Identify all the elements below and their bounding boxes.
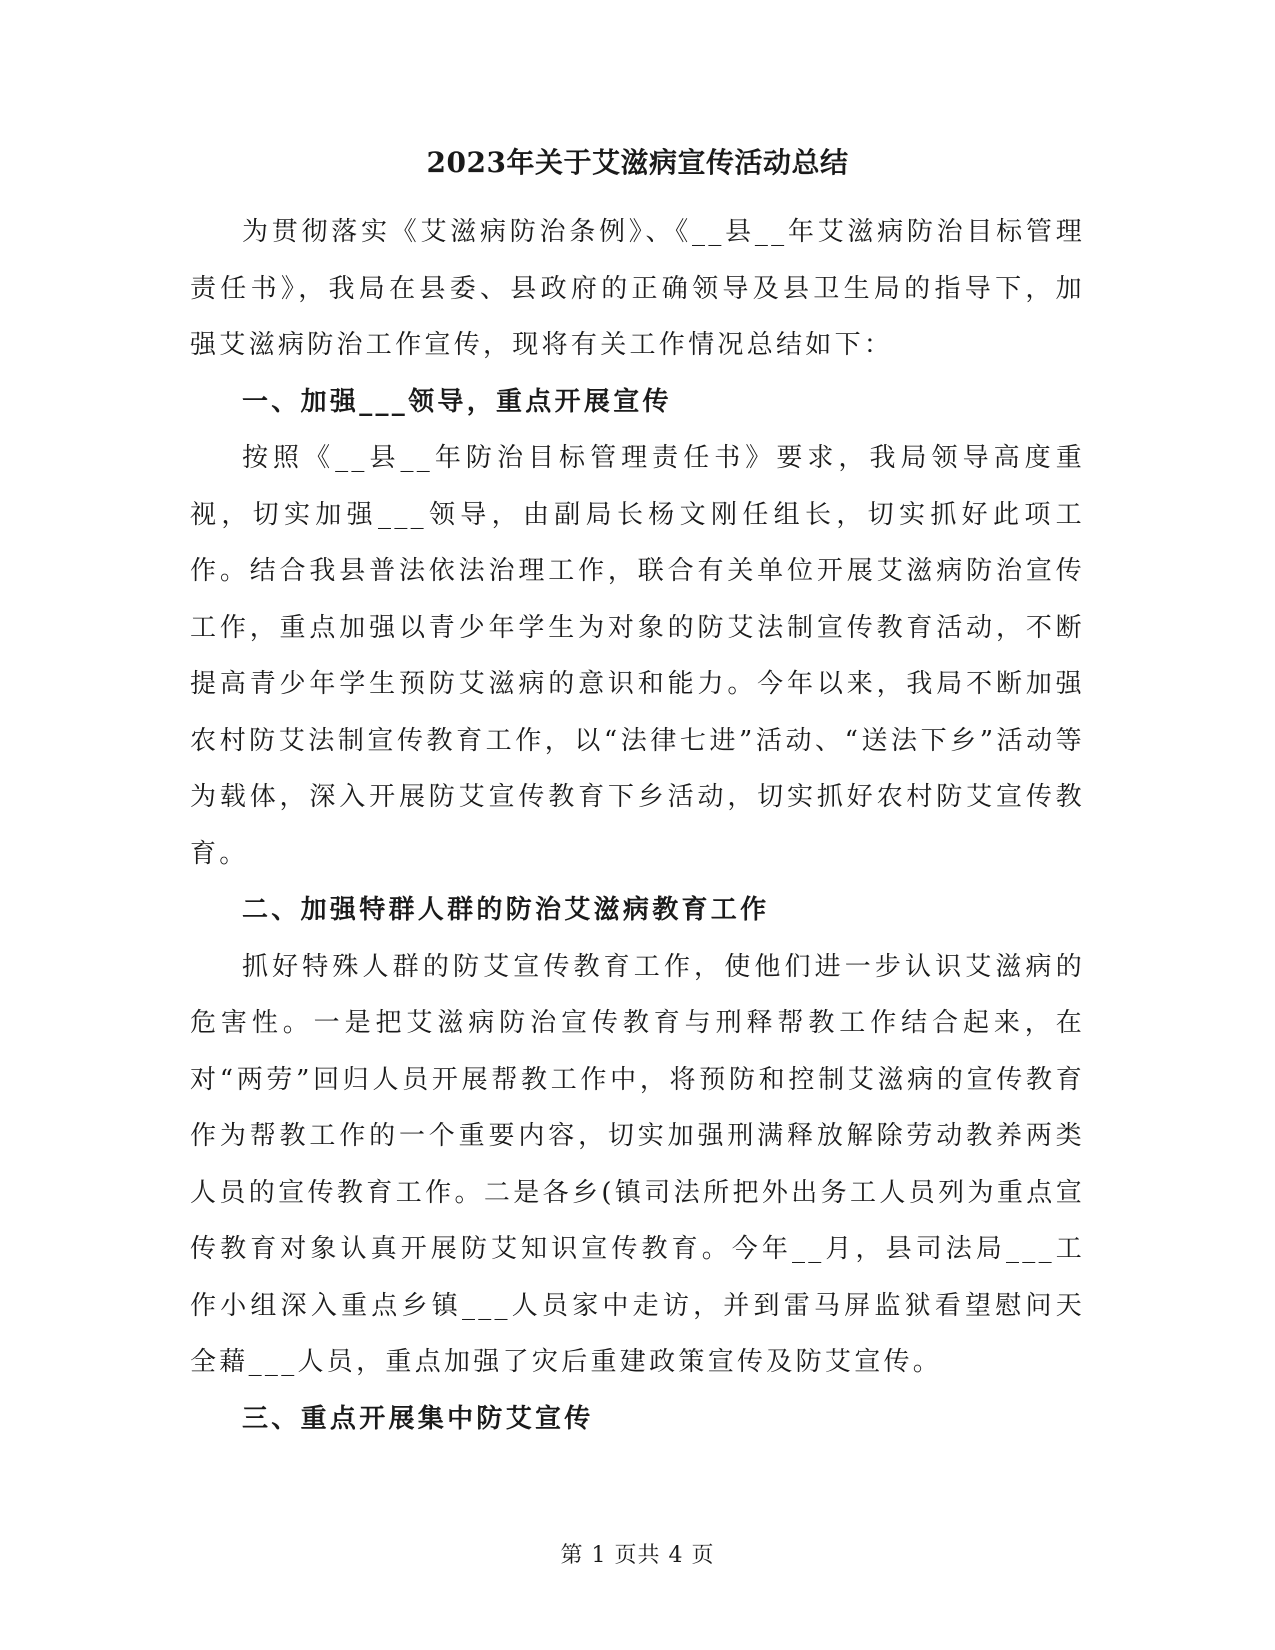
section-2-paragraph: 抓好特殊人群的防艾宣传教育工作，使他们进一步认识艾滋病的危害性。一是把艾滋病防治宣传教育与刑释帮教工作结合起来，在对“两劳”回归人员开展帮教工作中，将预防和控制艾滋病的宣传教育作为帮教工作的一个重要内容，切实加强刑满释放解除劳动教养两类人员的宣传教育工作。二是各乡(镇司法所把外出务工人员列为重点宣传教育对象认真开展防艾知识宣传教育。今年__月，县司法局___工作小组深入重点乡镇___人员家中走访，并到雷马屏监狱看望慰问天全藉___人员，重点加强了灾后重建政策宣传及防艾宣传。 [190, 951, 1085, 1377]
section-1-paragraph: 按照《__县__年防治目标管理责任书》要求，我局领导高度重视，切实加强___领导，由副局长杨文刚任组长，切实抓好此项工作。结合我县普法依法治理工作，联合有关单位开展艾滋病防治宣传工作，重点加强以青少年学生为对象的防艾法制宣传教育活动，不断提高青少年学生预防艾滋病的意识和能力。今年以来，我局不断加强农村防艾法制宣传教育工作，以“法律七进”活动、“送法下乡”活动等为载体，深入开展防艾宣传教育下乡活动，切实抓好农村防艾宣传教育。 [190, 443, 1085, 869]
page-number-footer: 第 1 页共 4 页 [560, 1543, 715, 1568]
intro-paragraph: 为贯彻落实《艾滋病防治条例》、《__县__年艾滋病防治目标管理责任书》，我局在县委、县政府的正确领导及县卫生局的指导下，加强艾滋病防治工作宣传，现将有关工作情况总结如下： [190, 217, 1085, 360]
document-body [190, 204, 1085, 1447]
section-1-heading: 一、加强___领导，重点开展宣传 [242, 386, 672, 417]
section-3-heading: 三、重点开展集中防艾宣传 [242, 1403, 594, 1434]
document-title: 2023年关于艾滋病宣传活动总结 [426, 146, 849, 179]
section-2-heading: 二、加强特群人群的防治艾滋病教育工作 [242, 895, 770, 925]
